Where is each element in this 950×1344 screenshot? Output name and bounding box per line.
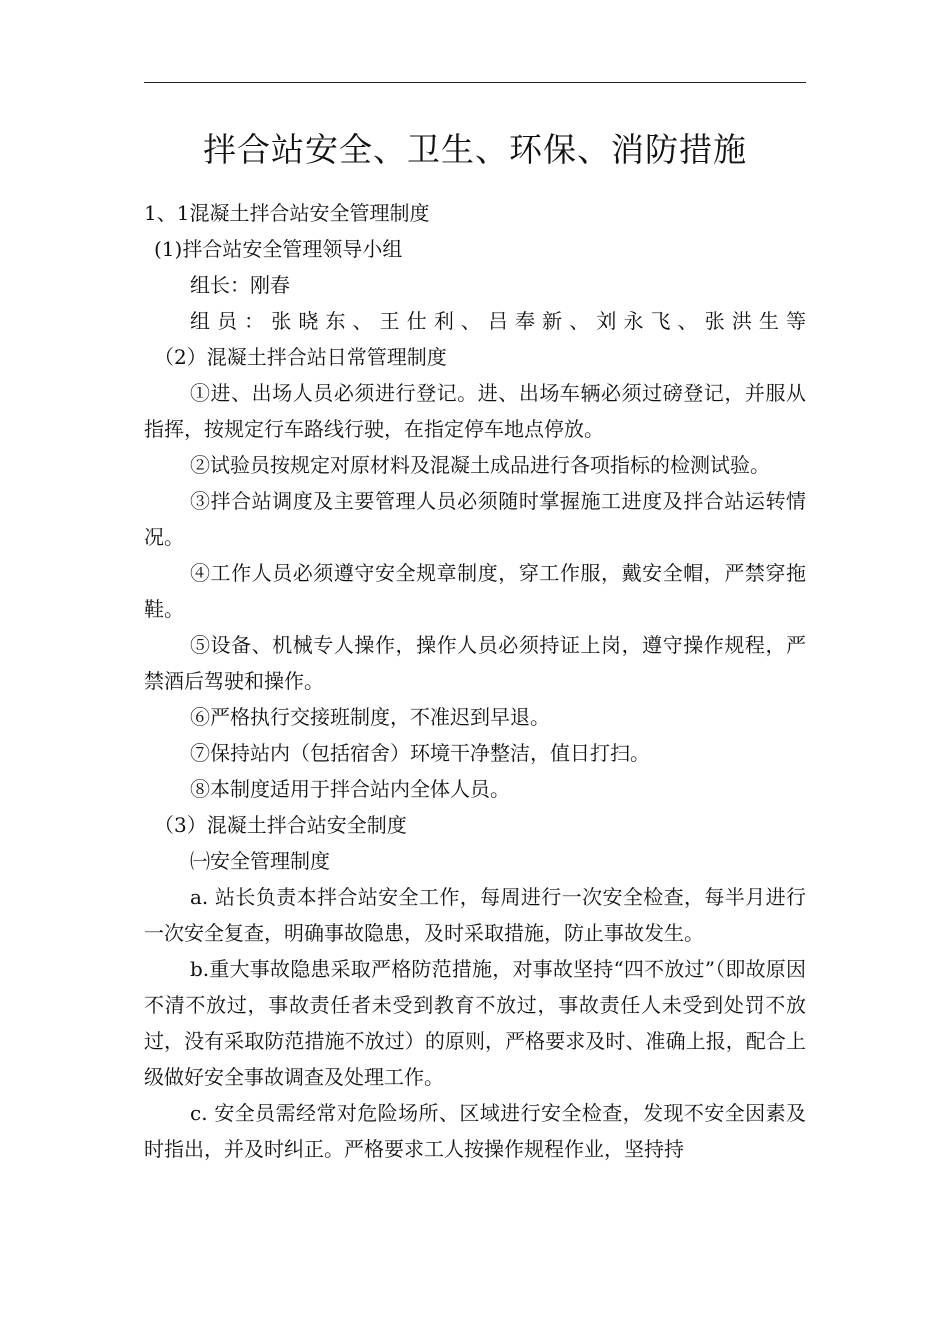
rule-item: b.重大事故隐患采取严格防范措施，对事故坚持“四不放过”（即故原因不清不放过，事故责任者未受到教育不放过，事故责任人未受到处罚不放过，没有采取防范措施不放过）的原则，严格要求及时、准确上报，配合上级做好安全事故调查及处理工作。 (144, 957, 806, 1089)
sub-subsection-heading: ㈠安全管理制度 (190, 849, 330, 873)
rule-item: ①进、出场人员必须进行登记。进、出场车辆必须过磅登记，并服从指挥，按规定行车路线行驶，在指定停车地点停放。 (144, 381, 806, 441)
team-members-line: 组员：张晓东、王仕利、吕奉新、刘永飞、张洪生等 (190, 309, 806, 333)
rule-item: a. 站长负责本拌合站安全工作，每周进行一次安全检查，每半月进行一次安全复查，明确事故隐患，及时采取措施，防止事故发生。 (144, 885, 806, 945)
rule-item: ③拌合站调度及主要管理人员必须随时掌握施工进度及拌合站运转情况。 (144, 489, 806, 549)
rule-item: ⑥严格执行交接班制度，不准迟到早退。 (190, 705, 550, 729)
section-heading: 1、1混凝土拌合站安全管理制度 (144, 201, 430, 225)
rule-item: c. 安全员需经常对危险场所、区域进行安全检查，发现不安全因素及时指出，并及时纠正。严格要求工人按操作规程作业，坚持持 (144, 1101, 806, 1161)
page-title: 拌合站安全、卫生、环保、消防措施 (203, 130, 747, 169)
rule-item: ②试验员按规定对原材料及混凝土成品进行各项指标的检测试验。 (190, 453, 770, 477)
rule-item: ⑦保持站内（包括宿舍）环境干净整洁，值日打扫。 (190, 741, 650, 765)
subsection-heading: （3）混凝土拌合站安全制度 (154, 813, 407, 837)
subsection-heading: （2）混凝土拌合站日常管理制度 (154, 345, 447, 369)
team-leader-line: 组长：刚春 (190, 273, 290, 297)
rule-item: ④工作人员必须遵守安全规章制度，穿工作服，戴安全帽，严禁穿拖鞋。 (144, 561, 806, 621)
subsection-heading: (1)拌合站安全管理领导小组 (154, 237, 403, 261)
document-body (144, 195, 806, 1167)
rule-item: ⑤设备、机械专人操作，操作人员必须持证上岗，遵守操作规程，严禁酒后驾驶和操作。 (144, 633, 806, 693)
rule-item: ⑧本制度适用于拌合站内全体人员。 (190, 777, 510, 801)
header-rule (144, 82, 806, 83)
